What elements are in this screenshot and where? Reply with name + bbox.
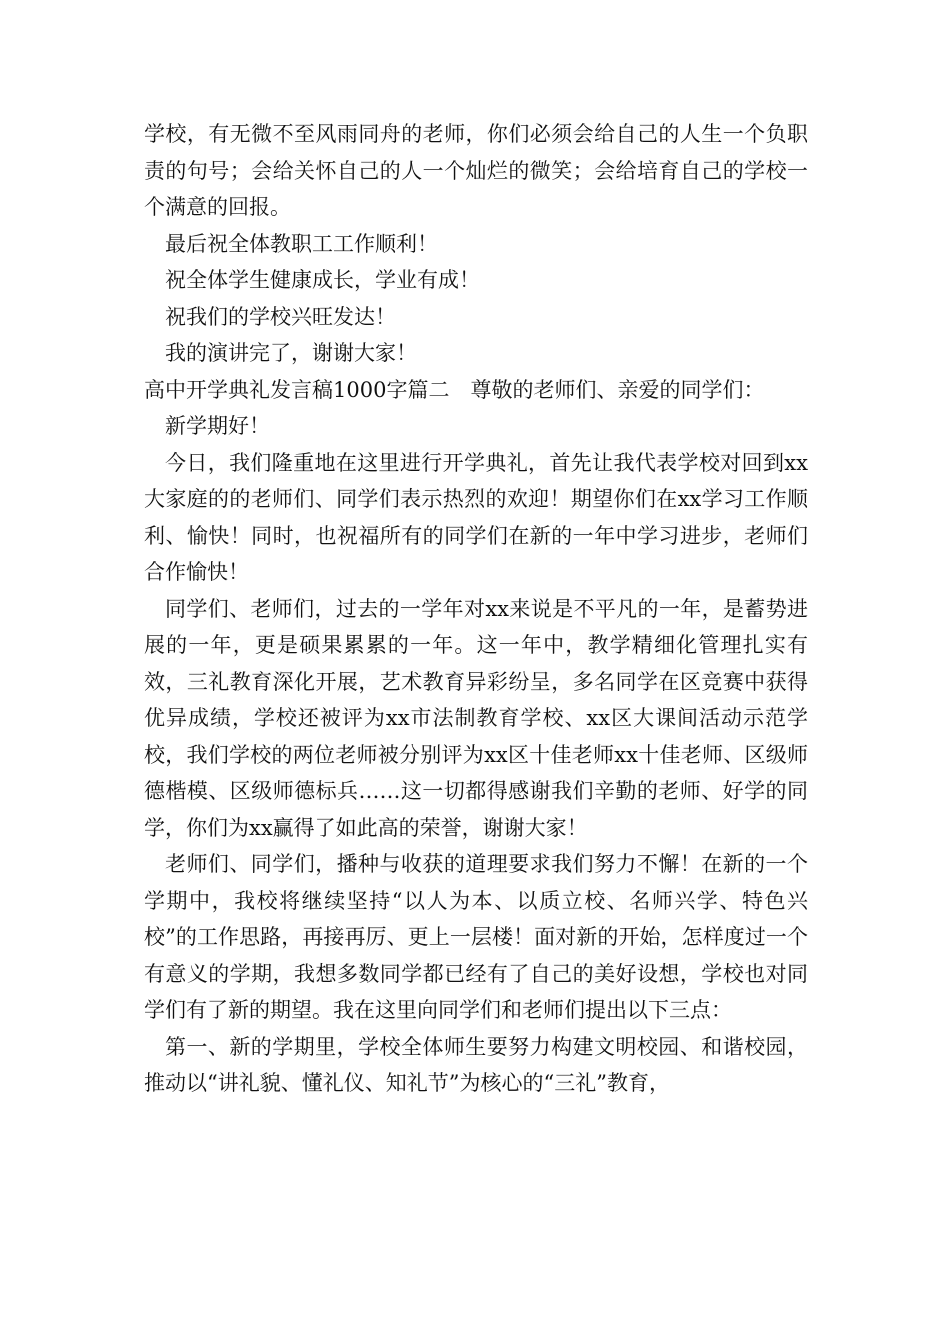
- paragraph-11: 第一、新的学期里，学校全体师生要努力构建文明校园、和谐校园，推动以“讲礼貌、懂礼仪、知礼节”为核心的“三礼”教育，: [144, 1034, 808, 1095]
- paragraph-4: 祝我们的学校兴旺发达！: [165, 304, 396, 329]
- paragraph-10: 老师们、同学们，播种与收获的道理要求我们努力不懈！在新的一个学期中，我校将继续坚持“以人为本、以质立校、名师兴学、特色兴校”的工作思路，再接再厉、更上一层楼！面对新的开始，怎样度过一个有意义的学期，我想多数同学都已经有了自己的美好设想，学校也对同学们有了新的期望。我在这里向同学们和老师们提出以下三点：: [144, 852, 808, 1022]
- paragraph-3: 祝全体学生健康成长，学业有成！: [165, 268, 480, 292]
- paragraph-2: 最后祝全体教职工工作顺利！: [165, 231, 438, 256]
- paragraph-7: 新学期好！: [165, 414, 270, 438]
- section-heading: 高中开学典礼发言稿1000字篇二 尊敬的老师们、亲爱的同学们：: [144, 377, 765, 402]
- document-body: [144, 116, 808, 1102]
- paragraph-1: 学校，有无微不至风雨同舟的老师，你们必须会给自己的人生一个负职责的句号；会给关怀自己的人一个灿烂的微笑；会给培育自己的学校一个满意的回报。: [144, 122, 808, 219]
- paragraph-5: 我的演讲完了，谢谢大家！: [165, 341, 417, 365]
- paragraph-8: 今日，我们隆重地在这里进行开学典礼，首先让我代表学校对回到xx大家庭的的老师们、同学们表示热烈的欢迎！期望你们在xx学习工作顺利、愉快！同时，也祝福所有的同学们在新的一年中学习进步，老师们合作愉快！: [144, 450, 808, 584]
- paragraph-9: 同学们、老师们，过去的一学年对xx来说是不平凡的一年，是蓄势进展的一年，更是硕果累累的一年。这一年中，教学精细化管理扎实有效，三礼教育深化开展，艺术教育异彩纷呈，多名同学在区竞赛中获得优异成绩，学校还被评为xx市法制教育学校、xx区大课间活动示范学校，我们学校的两位老师被分别评为xx区十佳老师xx十佳老师、区级师德楷模、区级师德标兵……这一切都得感谢我们辛勤的老师、好学的同学，你们为xx赢得了如此高的荣誉，谢谢大家！: [144, 596, 808, 840]
